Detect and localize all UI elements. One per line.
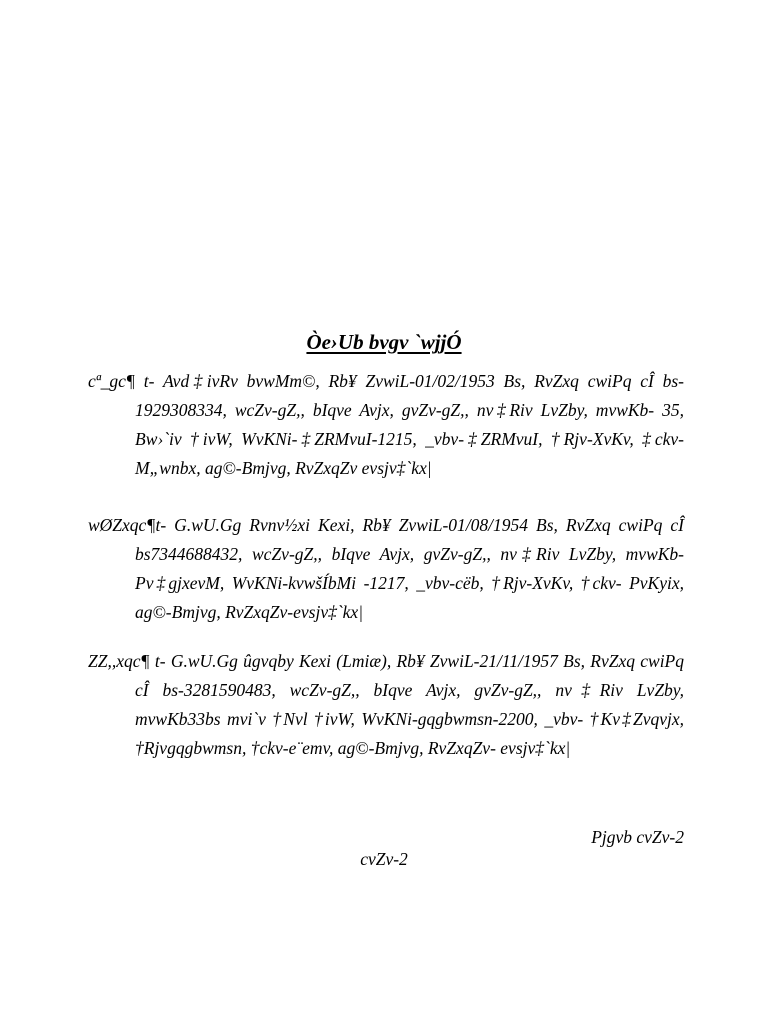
paragraph-third-party: ZZ,,xqc¶ t- G.wU.Gg ûgvqby Kexi (Lmiæ), Rb¥ ZvwiL-21/11/1957 Bs, RvZxq cwiPq cÎ bs-3281590483, wcZv-gZ,, bIqve Avjx, gvZv-gZ,, nv‡Riv LvZby, mvwKb33bs mvi`v †Nvl †ivW, WvKNi-gqgbwmsn-2200, _vbv- †Kv‡Zvqvjx, †Rjvgqgbwmsn, †ckv-e¨emv, ag©-Bmjvg, RvZxqZv- evsjv‡`kx| [88, 651, 684, 758]
page-number: cvZv-2 [360, 849, 408, 869]
paragraph-first-party: cª_gc¶ t- Avd‡ivRv bvwMm©, Rb¥ ZvwiL-01/02/1953 Bs, RvZxq cwiPq cÎ bs- 1929308334, wcZv-gZ,, bIqve Avjx, gvZv-gZ,, nv‡Riv LvZby, mvwKb- 35, Bw›`iv †ivW, WvKNi-‡ZRMvuI-1215, _vbv-‡ZRMvuI, †Rjv-XvKv, ‡ckv-M„wnbx, ag©-Bmjvg, RvZxqZv evsjv‡`kx| [88, 371, 684, 478]
signature-note: Pjgvb cvZv-2 [591, 827, 684, 847]
paragraph-second-party: wØZxqc¶t- G.wU.Gg Rvnv½xi Kexi, Rb¥ ZvwiL-01/08/1954 Bs, RvZxq cwiPq cÎ bs7344688432, wcZv-gZ,, bIqve Avjx, gvZv-gZ,, nv‡Riv LvZby, mvwKb-Pv‡gjxevM, WvKNi-kvwšÍbMi -1217, _vbv-cëb, †Rjv-XvKv, †ckv- PvKyix, ag©-Bmjvg, RvZxqZv-evsjv‡`kx| [88, 515, 684, 622]
document-title: Òe›Ub bvgv `wjjÓ [306, 330, 462, 354]
